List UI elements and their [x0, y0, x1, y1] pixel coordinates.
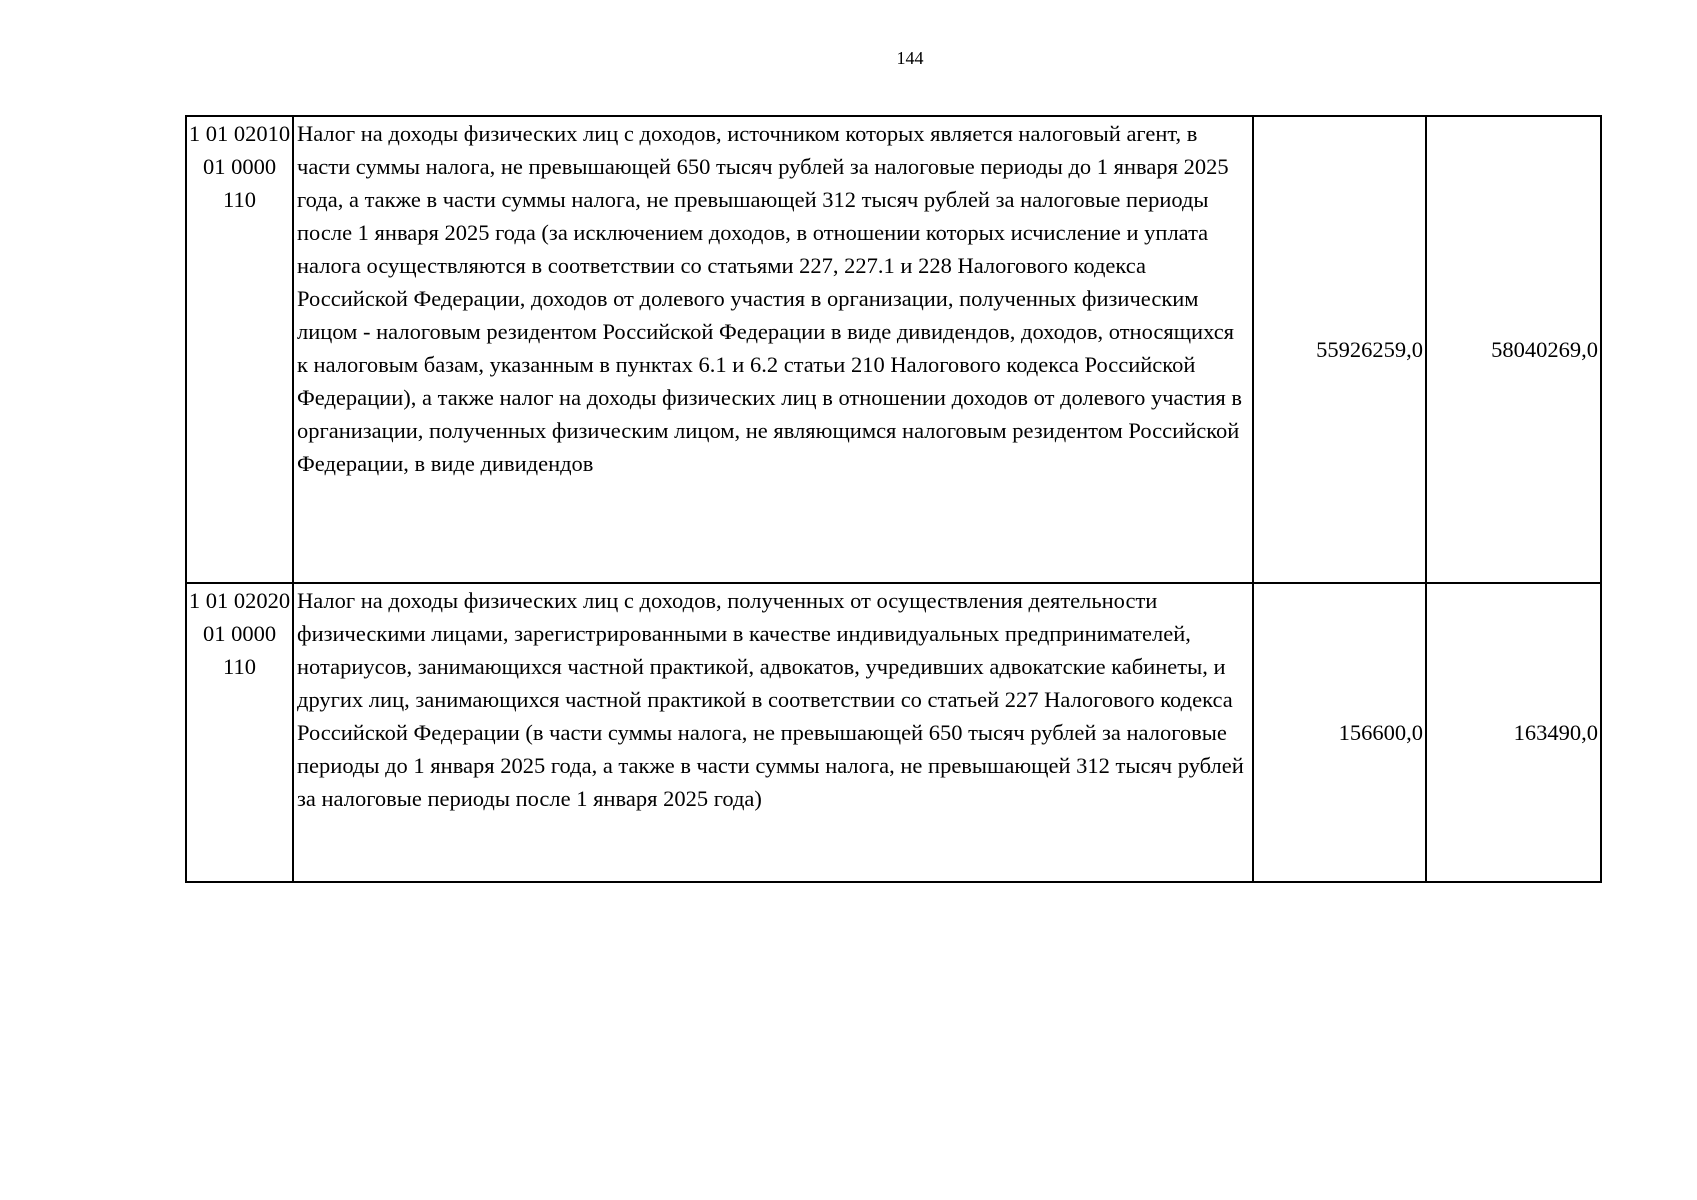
- page-number: 144: [896, 48, 924, 68]
- table-row: [186, 583, 1601, 882]
- table-row: [186, 116, 1601, 583]
- value-2-cell: 163490,0: [1426, 583, 1601, 882]
- budget-code-cell: 1 01 02020 01 0000 110: [186, 583, 293, 882]
- description-cell: Налог на доходы физических лиц с доходов, источником которых является налоговый агент, в части суммы налога, не превышающей 650 тысяч рублей за налоговые периоды до 1 января 2025 года, а также в части суммы налога, не превышающей 312 тысяч рублей за налоговые периоды после 1 января 2025 года (за исключением доходов, в отношении которых исчисление и уплата налога осуществляются в соответствии со статьями 227, 227.1 и 228 Налогового кодекса Российской Федерации, доходов от долевого участия в организации, полученных физическим лицом - налоговым резидентом Российской Федерации в виде дивидендов, доходов, относящихся к налоговым базам, указанным в пунктах 6.1 и 6.2 статьи 210 Налогового кодекса Российской Федерации), а также налог на доходы физических лиц в отношении доходов от долевого участия в организации, полученных физическим лицом, не являющимся налоговым резидентом Российской Федерации, в виде дивидендов: [293, 116, 1253, 583]
- value-1-cell: 55926259,0: [1253, 116, 1426, 583]
- value-1-cell: 156600,0: [1253, 583, 1426, 882]
- value-2-cell: 58040269,0: [1426, 116, 1601, 583]
- budget-code-cell: 1 01 02010 01 0000 110: [186, 116, 293, 583]
- description-cell: Налог на доходы физических лиц с доходов, полученных от осуществления деятельности физическими лицами, зарегистрированными в качестве индивидуальных предпринимателей, нотариусов, занимающихся частной практикой, адвокатов, учредивших адвокатские кабинеты, и других лиц, занимающихся частной практикой в соответствии со статьей 227 Налогового кодекса Российской Федерации (в части суммы налога, не превышающей 650 тысяч рублей за налоговые периоды до 1 января 2025 года, а также в части суммы налога, не превышающей 312 тысяч рублей за налоговые периоды после 1 января 2025 года): [293, 583, 1253, 882]
- budget-table: [185, 115, 1602, 883]
